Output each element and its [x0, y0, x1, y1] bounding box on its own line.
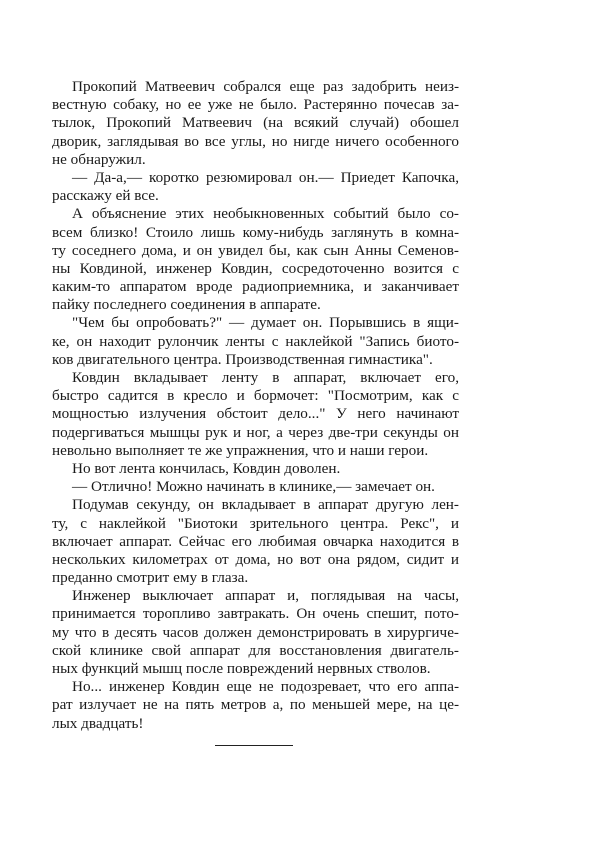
paragraph — [52, 478, 459, 496]
text-line: дворик, заглядывая во все углы, но нигде ничего особенного — [52, 132, 459, 150]
text-line: подергиваться мышцы рук и ног, а через две-три секунды он — [52, 423, 459, 441]
text-line: рат излучает не на пять метров а, по меньшей мере, на це- — [52, 696, 459, 714]
end-divider-rule — [215, 745, 293, 746]
text-line: мощностью излучения обстоит дело..." У него начинают — [52, 405, 459, 423]
text-line: му что в десять часов должен демонстрировать в хирургиче- — [52, 623, 459, 641]
text-line: вестную собаку, но ее уже не было. Растерянно почесав за- — [52, 96, 459, 114]
text-line: Ковдин вкладывает ленту в аппарат, включает его, — [72, 369, 459, 386]
text-line: "Чем бы опробовать?" — думает он. Порывшись в ящи- — [72, 314, 459, 332]
document-body — [52, 78, 459, 733]
text-line: каким-то аппаратом вроде радиоприемника, и заканчивает — [52, 278, 459, 296]
text-line: Но... инженер Ковдин еще не подозревает, что его аппа- — [72, 678, 459, 696]
paragraph — [52, 587, 459, 678]
text-line: ской клинике свой аппарат для восстановления двигатель- — [52, 641, 459, 659]
text-line: быстро садится в кресло и бормочет: "Посмотрим, как с — [52, 387, 459, 405]
text-line: ке, он находит рулончик ленты с наклейкой "Запись биото- — [52, 332, 459, 350]
text-line: включает аппарат. Сейчас его любимая овчарка находится в — [52, 532, 459, 550]
text-line: ных функций мышц после повреждений нервных стволов. — [52, 660, 431, 677]
text-line: ны Ковдиной, инженер Ковдин, сосредоточенно возится с — [52, 259, 459, 277]
text-line: А объяснение этих необыкновенных событий было со- — [72, 205, 459, 223]
text-line: лых двадцать! — [52, 714, 144, 732]
text-line: ту соседнего дома, и он увидел бы, как сын Анны Семенов- — [52, 241, 459, 259]
text-line: невольно выполняет те же упражнения, что и наши герои. — [52, 441, 429, 459]
text-line: тылок, Прокопий Матвеевич (на всякий случай) обошел — [52, 114, 459, 132]
text-line: расскажу ей все. — [52, 187, 159, 205]
text-line: — Да-а,— коротко резюмировал он.— Приедет Капочка, — [72, 168, 459, 186]
text-line: — Отлично! Можно начинать в клинике,— замечает он. — [72, 478, 435, 496]
paragraph — [52, 460, 459, 478]
text-line: всем близко! Стоило лишь кому-нибудь заглянуть в комна- — [52, 223, 459, 241]
paragraph — [52, 369, 459, 460]
paragraph — [52, 496, 459, 587]
text-line: нескольких километрах от дома, но вот она рядом, сидит и — [52, 550, 459, 568]
text-line: преданно смотрит ему в глаза. — [52, 569, 249, 587]
text-line: принимается торопливо завтракать. Он очень спешит, пото- — [52, 605, 459, 623]
text-line: ков двигательного центра. Производственная гимнастика". — [52, 350, 433, 368]
paragraph — [52, 314, 459, 369]
text-line: Но вот лента кончилась, Ковдин доволен. — [72, 459, 341, 477]
paragraph — [52, 205, 459, 314]
paragraph — [52, 78, 459, 169]
text-line: Инженер выключает аппарат и, поглядывая на часы, — [72, 587, 459, 605]
text-line: не обнаружил. — [52, 150, 146, 168]
text-line: Прокопий Матвеевич собрался еще раз задобрить неиз- — [72, 78, 459, 95]
paragraph — [52, 169, 459, 205]
text-line: пайку последнего соединения в аппарате. — [52, 296, 321, 314]
paragraph — [52, 678, 459, 733]
text-line: ту, с наклейкой "Биотоки зрительного центра. Рекс", и — [52, 514, 459, 532]
text-line: Подумав секунду, он вкладывает в аппарат другую лен- — [72, 496, 459, 514]
